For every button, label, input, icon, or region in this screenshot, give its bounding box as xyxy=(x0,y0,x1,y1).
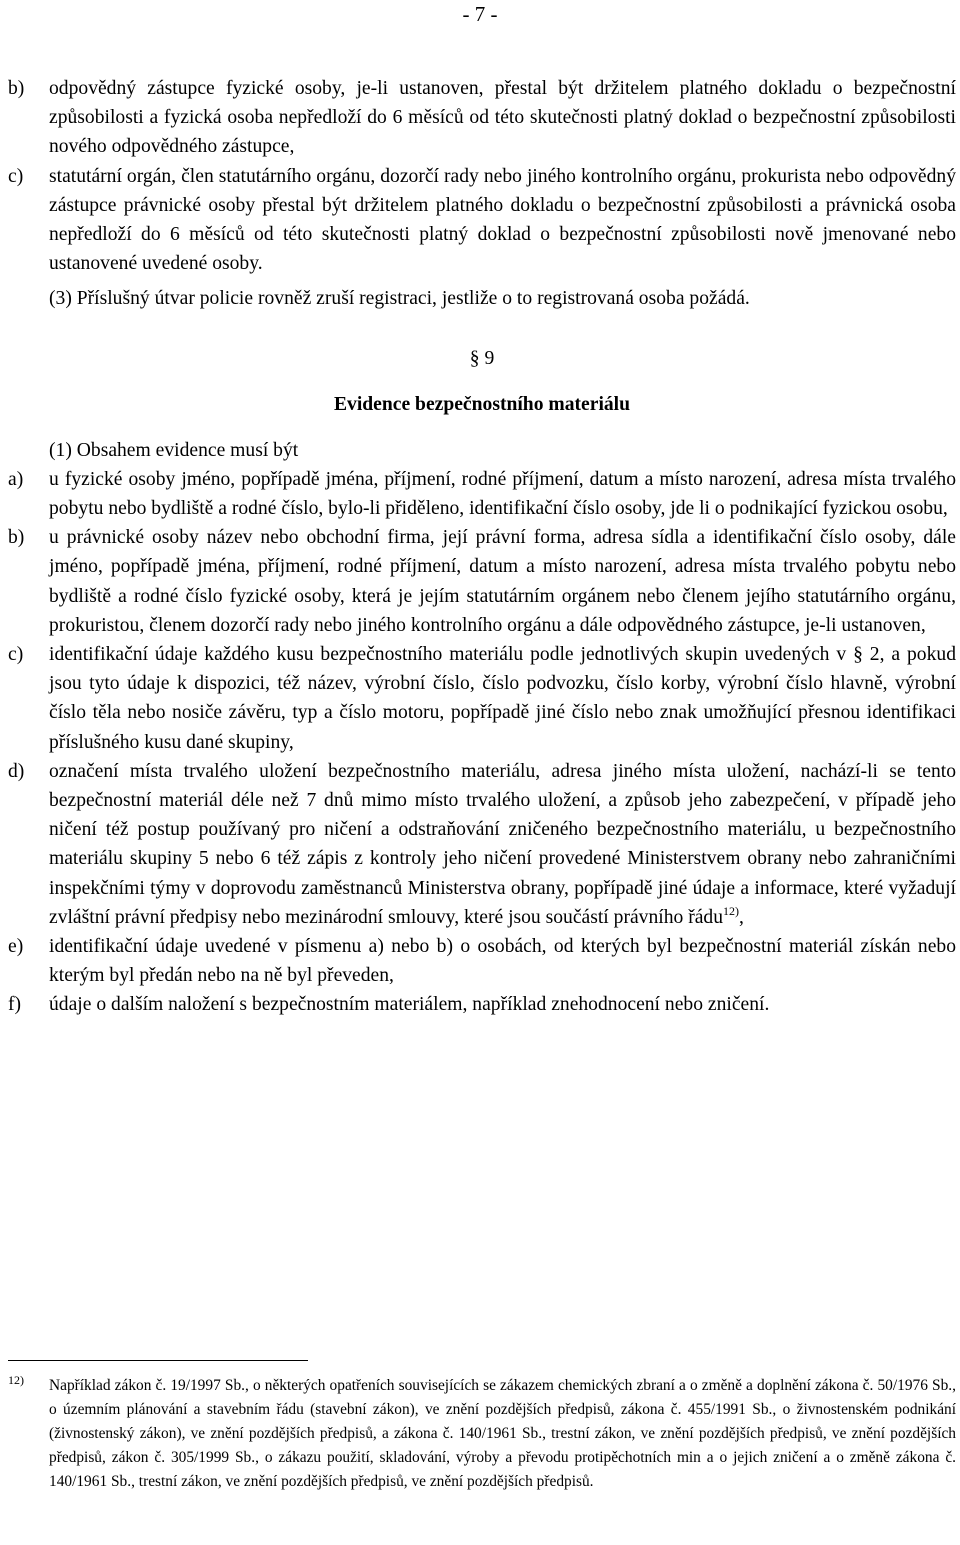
list-marker: c) xyxy=(8,644,24,666)
list-item-c xyxy=(8,640,956,757)
paragraph-3: (3) Příslušný útvar policie rovněž zruší registraci, jestliže o to registrovaná osoba požádá. xyxy=(49,288,750,310)
list-item-text: údaje o dalším naložení s bezpečnostním materiálem, například znehodnocení nebo zničení. xyxy=(49,994,770,1016)
list-item-tail: , xyxy=(739,906,744,928)
list-item-e xyxy=(8,932,956,990)
footnote-divider xyxy=(8,1360,308,1361)
list-item-text: u právnické osoby název nebo obchodní firma, její právní forma, adresa sídla a identifikační číslo osoby, dále jméno, popřípadě jména, příjmení, rodné příjmení, datum a místo narození, adresa místa trvalého pobytu nebo bydliště a rodné číslo fyzické osoby, která je jejím statutárním orgánem nebo členem jejího statutárního orgánu, prokuristou, členem dozorčí rady nebo jiného kontrolního orgánu a dále odpovědného zástupce, je-li ustanoven, xyxy=(49,527,956,636)
footnote-text: Například zákon č. 19/1997 Sb., o některých opatřeních souvisejících se zákazem chemických zbraní a o změně a doplnění zákona č. 50/1976 Sb., o územním plánování a stavebním řádu (stavební zákon), ve znění pozdějších předpisů, zákona č. 455/1991 Sb., o živnostenském podnikání (živnostenský zákon), ve znění pozdějších předpisů, a zákona č. 140/1961 Sb., trestní zákon, ve znění pozdějších předpisů, ve znění pozdějších předpisů, zákon č. 305/1999 Sb., o zákazu použití, skladování, výroby a převodu protipěchotních min a o jejich zničení a o změně zákona č. 140/1961 Sb., trestní zákon, ve znění pozdějších předpisů, ve znění pozdějších předpisů. xyxy=(49,1377,956,1490)
footnote-reference[interactable]: 12) xyxy=(723,903,740,918)
list-marker: d) xyxy=(8,760,25,782)
list-item-f xyxy=(8,990,956,1019)
list-marker: b) xyxy=(8,78,25,99)
list-marker: f) xyxy=(8,994,22,1016)
list-item-text: statutární orgán, člen statutárního orgánu, dozorčí rady nebo jiného kontrolního orgánu, prokurista nebo odpovědný zástupce právnické osoby přestal být držitelem platného dokladu o bezpečnostní způsobilosti a právnická osoba nepředloží do 6 měsíců od této skutečnosti platný doklad o bezpečnostní způsobilosti nově jmenované nebo ustanovené uvedené osoby. xyxy=(49,165,956,275)
list-item-text: odpovědný zástupce fyzické osoby, je-li ustanoven, přestal být držitelem platného dokladu o bezpečnostní způsobilosti a fyzická osoba nepředloží do 6 měsíců od této skutečnosti platný doklad o bezpečnostní způsobilosti nového odpovědného zástupce, xyxy=(49,78,956,158)
list-item-text: identifikační údaje každého kusu bezpečnostního materiálu podle jednotlivých skupin uvedených v § 2, a pokud jsou tyto údaje k dispozici, též název, výrobní číslo, číslo podvozku, číslo korby, výrobní číslo hlavně, výrobní číslo těla nebo nosiče závěru, typ a číslo motoru, popřípadě jiné číslo nebo znak umožňující přesnou identifikaci příslušného kusu dané skupiny, xyxy=(49,644,956,753)
list-item-c-top xyxy=(8,162,956,279)
page-number: - 7 - xyxy=(462,2,498,26)
list-item-a xyxy=(8,465,956,523)
list-marker: a) xyxy=(8,468,24,490)
list-item-b xyxy=(8,523,956,640)
list-item-text: u fyzické osoby jméno, popřípadě jména, příjmení, rodné příjmení, datum a místo narození, adresa místa trvalého pobytu nebo bydliště a rodné číslo, bylo-li přiděleno, identifikační číslo osoby, jde li o podnikající fyzickou osobu, xyxy=(49,468,956,520)
list-item-text: označení místa trvalého uložení bezpečnostního materiálu, adresa jiného místa uložení, nachází-li se tento bezpečnostní materiál déle než 7 dnů mimo místo trvalého uložení, a způsob jeho zabezpečení, v případě jeho ničení též postup používaný pro ničení a odstraňování zničeného bezpečnostního materiálu, u bezpečnostního materiálu skupiny 5 nebo 6 též zápis z kontroly jeho ničení provedené Ministerstvem obrany nebo zahraničními inspekčními týmy v doprovodu zaměstnanců Ministerstva obrany, popřípadě jiné údaje a informace, které vyžadují zvláštní právní předpisy nebo mezinárodní smlouvy, které jsou součástí právního řádu xyxy=(49,760,956,928)
list-marker: b) xyxy=(8,527,25,549)
document-body xyxy=(8,74,956,1020)
list-item-b-top xyxy=(8,74,956,162)
section-intro: (1) Obsahem evidence musí být xyxy=(49,439,299,461)
section-number: § 9 xyxy=(469,347,495,369)
section-title: Evidence bezpečnostního materiálu xyxy=(333,393,631,415)
list-item-d xyxy=(8,757,956,932)
list-marker: e) xyxy=(8,936,24,958)
footnote xyxy=(8,1374,956,1494)
list-marker: c) xyxy=(8,165,24,187)
footnote-marker: 12) xyxy=(8,1373,24,1387)
list-item-text: identifikační údaje uvedené v písmenu a) nebo b) o osobách, od kterých byl bezpečnostní materiál získán nebo kterým byl předán nebo na ně byl převeden, xyxy=(49,936,956,987)
